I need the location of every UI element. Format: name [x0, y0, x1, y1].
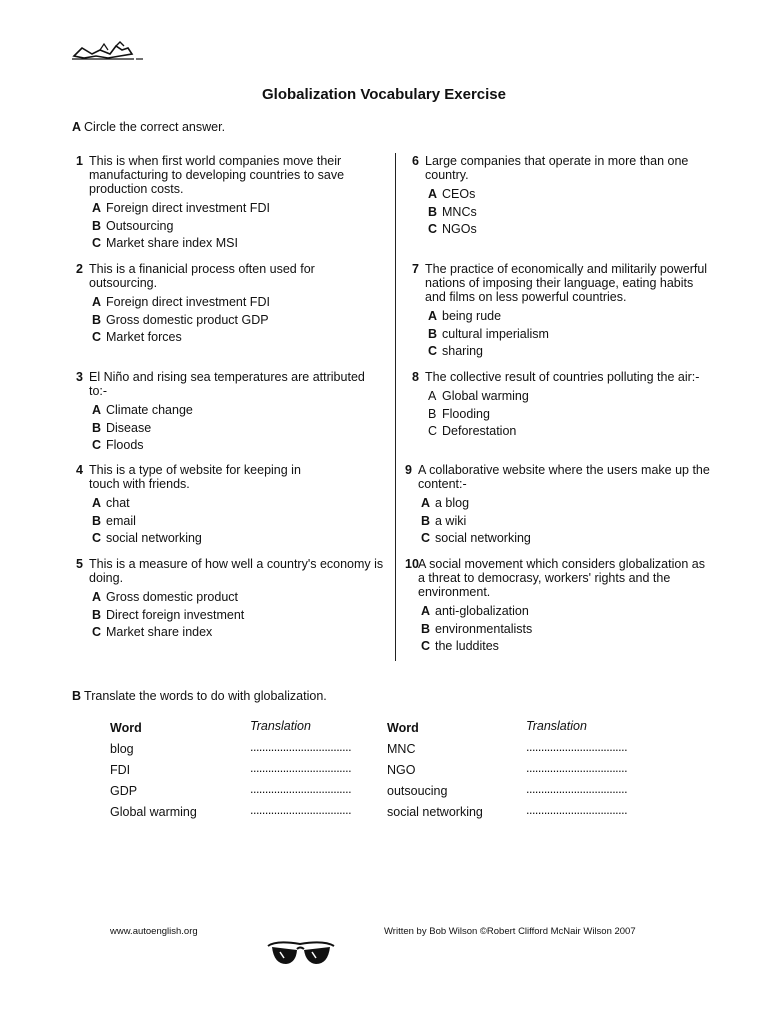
option-text: the luddites	[435, 639, 499, 653]
page-title: Globalization Vocabulary Exercise	[262, 86, 506, 103]
translation-header: Translation	[250, 719, 311, 733]
question-number: 5	[76, 557, 83, 571]
answer-option[interactable]	[92, 235, 381, 253]
answer-option[interactable]	[428, 388, 712, 406]
option-letter: B	[428, 406, 437, 421]
option-letter: B	[421, 513, 431, 528]
answer-option[interactable]	[92, 294, 376, 312]
translation-blank[interactable]: ..................................	[526, 803, 628, 817]
question-6	[412, 154, 712, 239]
question-number: 2	[76, 262, 83, 276]
answer-option[interactable]	[421, 603, 715, 621]
option-letter: A	[428, 187, 438, 201]
option-letter: A	[92, 496, 102, 510]
answer-option[interactable]	[428, 343, 712, 361]
answer-option[interactable]	[421, 530, 710, 548]
translation-blank[interactable]: ..................................	[526, 761, 628, 775]
question-stem: Large companies that operate in more than one country.	[425, 154, 689, 182]
answer-option[interactable]	[92, 200, 381, 218]
question-stem: This is a type of website for keeping in touch with friends.	[89, 463, 301, 491]
translation-blank[interactable]: ..................................	[250, 803, 352, 817]
answer-option[interactable]	[428, 308, 712, 326]
question-10	[405, 557, 715, 656]
answer-option[interactable]	[92, 607, 386, 625]
translation-blank[interactable]: ..................................	[526, 740, 628, 754]
option-letter: A	[92, 403, 102, 417]
option-letter: A	[92, 295, 102, 309]
question-stem: This is a finanicial process often used for outsourcing.	[89, 262, 315, 290]
question-number: 4	[76, 463, 83, 477]
word-header: Word	[387, 721, 419, 735]
question-stem: This is when first world companies move their manufacturing to developing countries to save production costs.	[89, 154, 345, 196]
translation-blank[interactable]: ..................................	[250, 782, 352, 796]
option-text: Outsourcing	[106, 218, 174, 233]
option-text: a wiki	[435, 513, 467, 528]
question-number: 1	[76, 154, 83, 168]
option-text: sharing	[442, 344, 483, 358]
option-text: Gross domestic product GDP	[106, 312, 269, 327]
question-1	[76, 154, 381, 253]
vocab-word: FDI	[110, 763, 131, 777]
answer-option[interactable]	[92, 589, 386, 607]
option-letter: A	[428, 389, 437, 403]
right-word-column	[387, 718, 483, 823]
option-letter: C	[428, 424, 438, 438]
option-text: being rude	[442, 309, 502, 323]
question-number: 8	[412, 370, 419, 384]
option-letter: C	[92, 531, 102, 545]
section-a-instruction	[72, 120, 225, 134]
question-stem: The practice of economically and militarily powerful nations of imposing their language, eating habits and films on less powerful countries.	[425, 262, 708, 304]
option-text: Global warming	[442, 389, 529, 403]
question-4	[76, 463, 316, 548]
option-letter: B	[92, 420, 102, 435]
sunglasses-icon	[266, 936, 336, 970]
translation-blank[interactable]: ..................................	[250, 761, 352, 775]
answer-option[interactable]	[92, 218, 381, 236]
question-7	[412, 262, 712, 361]
reclining-figure-icon	[70, 40, 145, 62]
question-number: 10	[405, 557, 419, 571]
question-number: 7	[412, 262, 419, 276]
answer-option[interactable]	[421, 513, 710, 531]
answer-option[interactable]	[92, 437, 381, 455]
option-letter: C	[92, 330, 102, 344]
question-stem: El Niño and rising sea temperatures are attributed to:-	[89, 370, 365, 398]
section-a-letter: A	[72, 120, 82, 134]
option-letter: C	[428, 344, 438, 358]
option-letter: B	[428, 326, 438, 341]
answer-option[interactable]	[428, 186, 712, 204]
right-translation-column	[526, 716, 627, 821]
translation-blank[interactable]: ..................................	[526, 782, 628, 796]
option-text: social networking	[435, 531, 531, 545]
answer-option[interactable]	[421, 621, 715, 639]
section-b-instruction	[72, 689, 327, 703]
translation-blank[interactable]: ..................................	[250, 740, 352, 754]
question-5	[76, 557, 386, 642]
option-letter: C	[421, 639, 431, 653]
question-2	[76, 262, 376, 347]
option-letter: B	[92, 607, 102, 622]
question-8	[412, 370, 712, 441]
answer-option[interactable]	[428, 406, 712, 424]
section-b-letter: B	[72, 689, 82, 703]
answer-option[interactable]	[92, 402, 381, 420]
answer-option[interactable]	[428, 423, 712, 441]
option-letter: B	[428, 204, 438, 219]
option-letter: B	[92, 312, 102, 327]
option-text: Climate change	[106, 403, 193, 417]
answer-option[interactable]	[421, 638, 715, 656]
option-text: Floods	[106, 438, 144, 452]
option-text: Foreign direct investment FDI	[106, 295, 270, 309]
option-letter: C	[428, 222, 438, 236]
option-letter: C	[92, 625, 102, 639]
option-text: CEOs	[442, 187, 476, 201]
option-letter: C	[92, 438, 102, 452]
option-letter: A	[428, 309, 438, 323]
question-stem: A collaborative website where the users make up the content:-	[418, 463, 710, 491]
option-letter: B	[92, 513, 102, 528]
question-stem: A social movement which considers globalization as a threat to democrasy, workers' rights and the environment.	[418, 557, 705, 599]
answer-option[interactable]	[92, 329, 376, 347]
option-letter: A	[421, 496, 431, 510]
vocab-word: social networking	[387, 805, 483, 819]
option-text: cultural imperialism	[442, 326, 549, 341]
footer-website[interactable]: www.autoenglish.org	[110, 926, 198, 937]
section-a-text: Circle the correct answer.	[84, 120, 226, 134]
option-text: Disease	[106, 420, 152, 435]
vocab-word: MNC	[387, 742, 416, 756]
left-translation-column	[250, 716, 351, 821]
option-text: Market share index MSI	[106, 236, 238, 250]
answer-option[interactable]	[92, 312, 376, 330]
question-number: 9	[405, 463, 412, 477]
option-text: Flooding	[442, 406, 490, 421]
section-b-text: Translate the words to do with globalization.	[84, 689, 327, 703]
answer-option[interactable]	[428, 204, 712, 222]
option-text: social networking	[106, 531, 202, 545]
answer-option[interactable]	[92, 624, 386, 642]
option-letter: C	[421, 531, 431, 545]
option-text: anti-globalization	[435, 604, 529, 618]
word-header: Word	[110, 721, 142, 735]
question-number: 3	[76, 370, 83, 384]
answer-option[interactable]	[92, 420, 381, 438]
option-text: Direct foreign investment	[106, 607, 245, 622]
vocab-word: blog	[110, 742, 134, 756]
option-text: a blog	[435, 496, 470, 510]
option-text: chat	[106, 496, 130, 510]
option-text: NGOs	[442, 222, 477, 236]
option-letter: A	[92, 201, 102, 215]
option-text: Market forces	[106, 330, 182, 344]
option-letter: C	[92, 236, 102, 250]
option-text: Foreign direct investment FDI	[106, 201, 270, 215]
answer-option[interactable]	[92, 530, 316, 548]
vocab-word: NGO	[387, 763, 416, 777]
answer-option[interactable]	[421, 495, 710, 513]
option-text: Deforestation	[442, 424, 517, 438]
vocab-word: GDP	[110, 784, 138, 798]
vocab-word: outsoucing	[387, 784, 448, 798]
left-word-column	[110, 718, 197, 823]
option-letter: B	[92, 218, 102, 233]
option-letter: B	[421, 621, 431, 636]
column-divider	[395, 153, 396, 661]
option-text: MNCs	[442, 204, 477, 219]
question-9	[405, 463, 710, 548]
option-text: Gross domestic product	[106, 590, 238, 604]
answer-option[interactable]	[428, 326, 712, 344]
option-letter: A	[421, 604, 431, 618]
question-3	[76, 370, 381, 455]
question-stem: The collective result of countries polluting the air:-	[425, 370, 700, 384]
answer-option[interactable]	[92, 495, 316, 513]
footer-credit: Written by Bob Wilson ©Robert Clifford McNair Wilson 2007	[384, 926, 636, 937]
answer-option[interactable]	[428, 221, 712, 239]
option-letter: A	[92, 590, 102, 604]
question-stem: This is a measure of how well a country's economy is doing.	[89, 557, 384, 585]
option-text: Market share index	[106, 625, 213, 639]
translation-header: Translation	[526, 719, 587, 733]
answer-option[interactable]	[92, 513, 316, 531]
option-text: email	[106, 513, 136, 528]
vocab-word: Global warming	[110, 805, 197, 819]
question-number: 6	[412, 154, 419, 168]
option-text: environmentalists	[435, 621, 533, 636]
